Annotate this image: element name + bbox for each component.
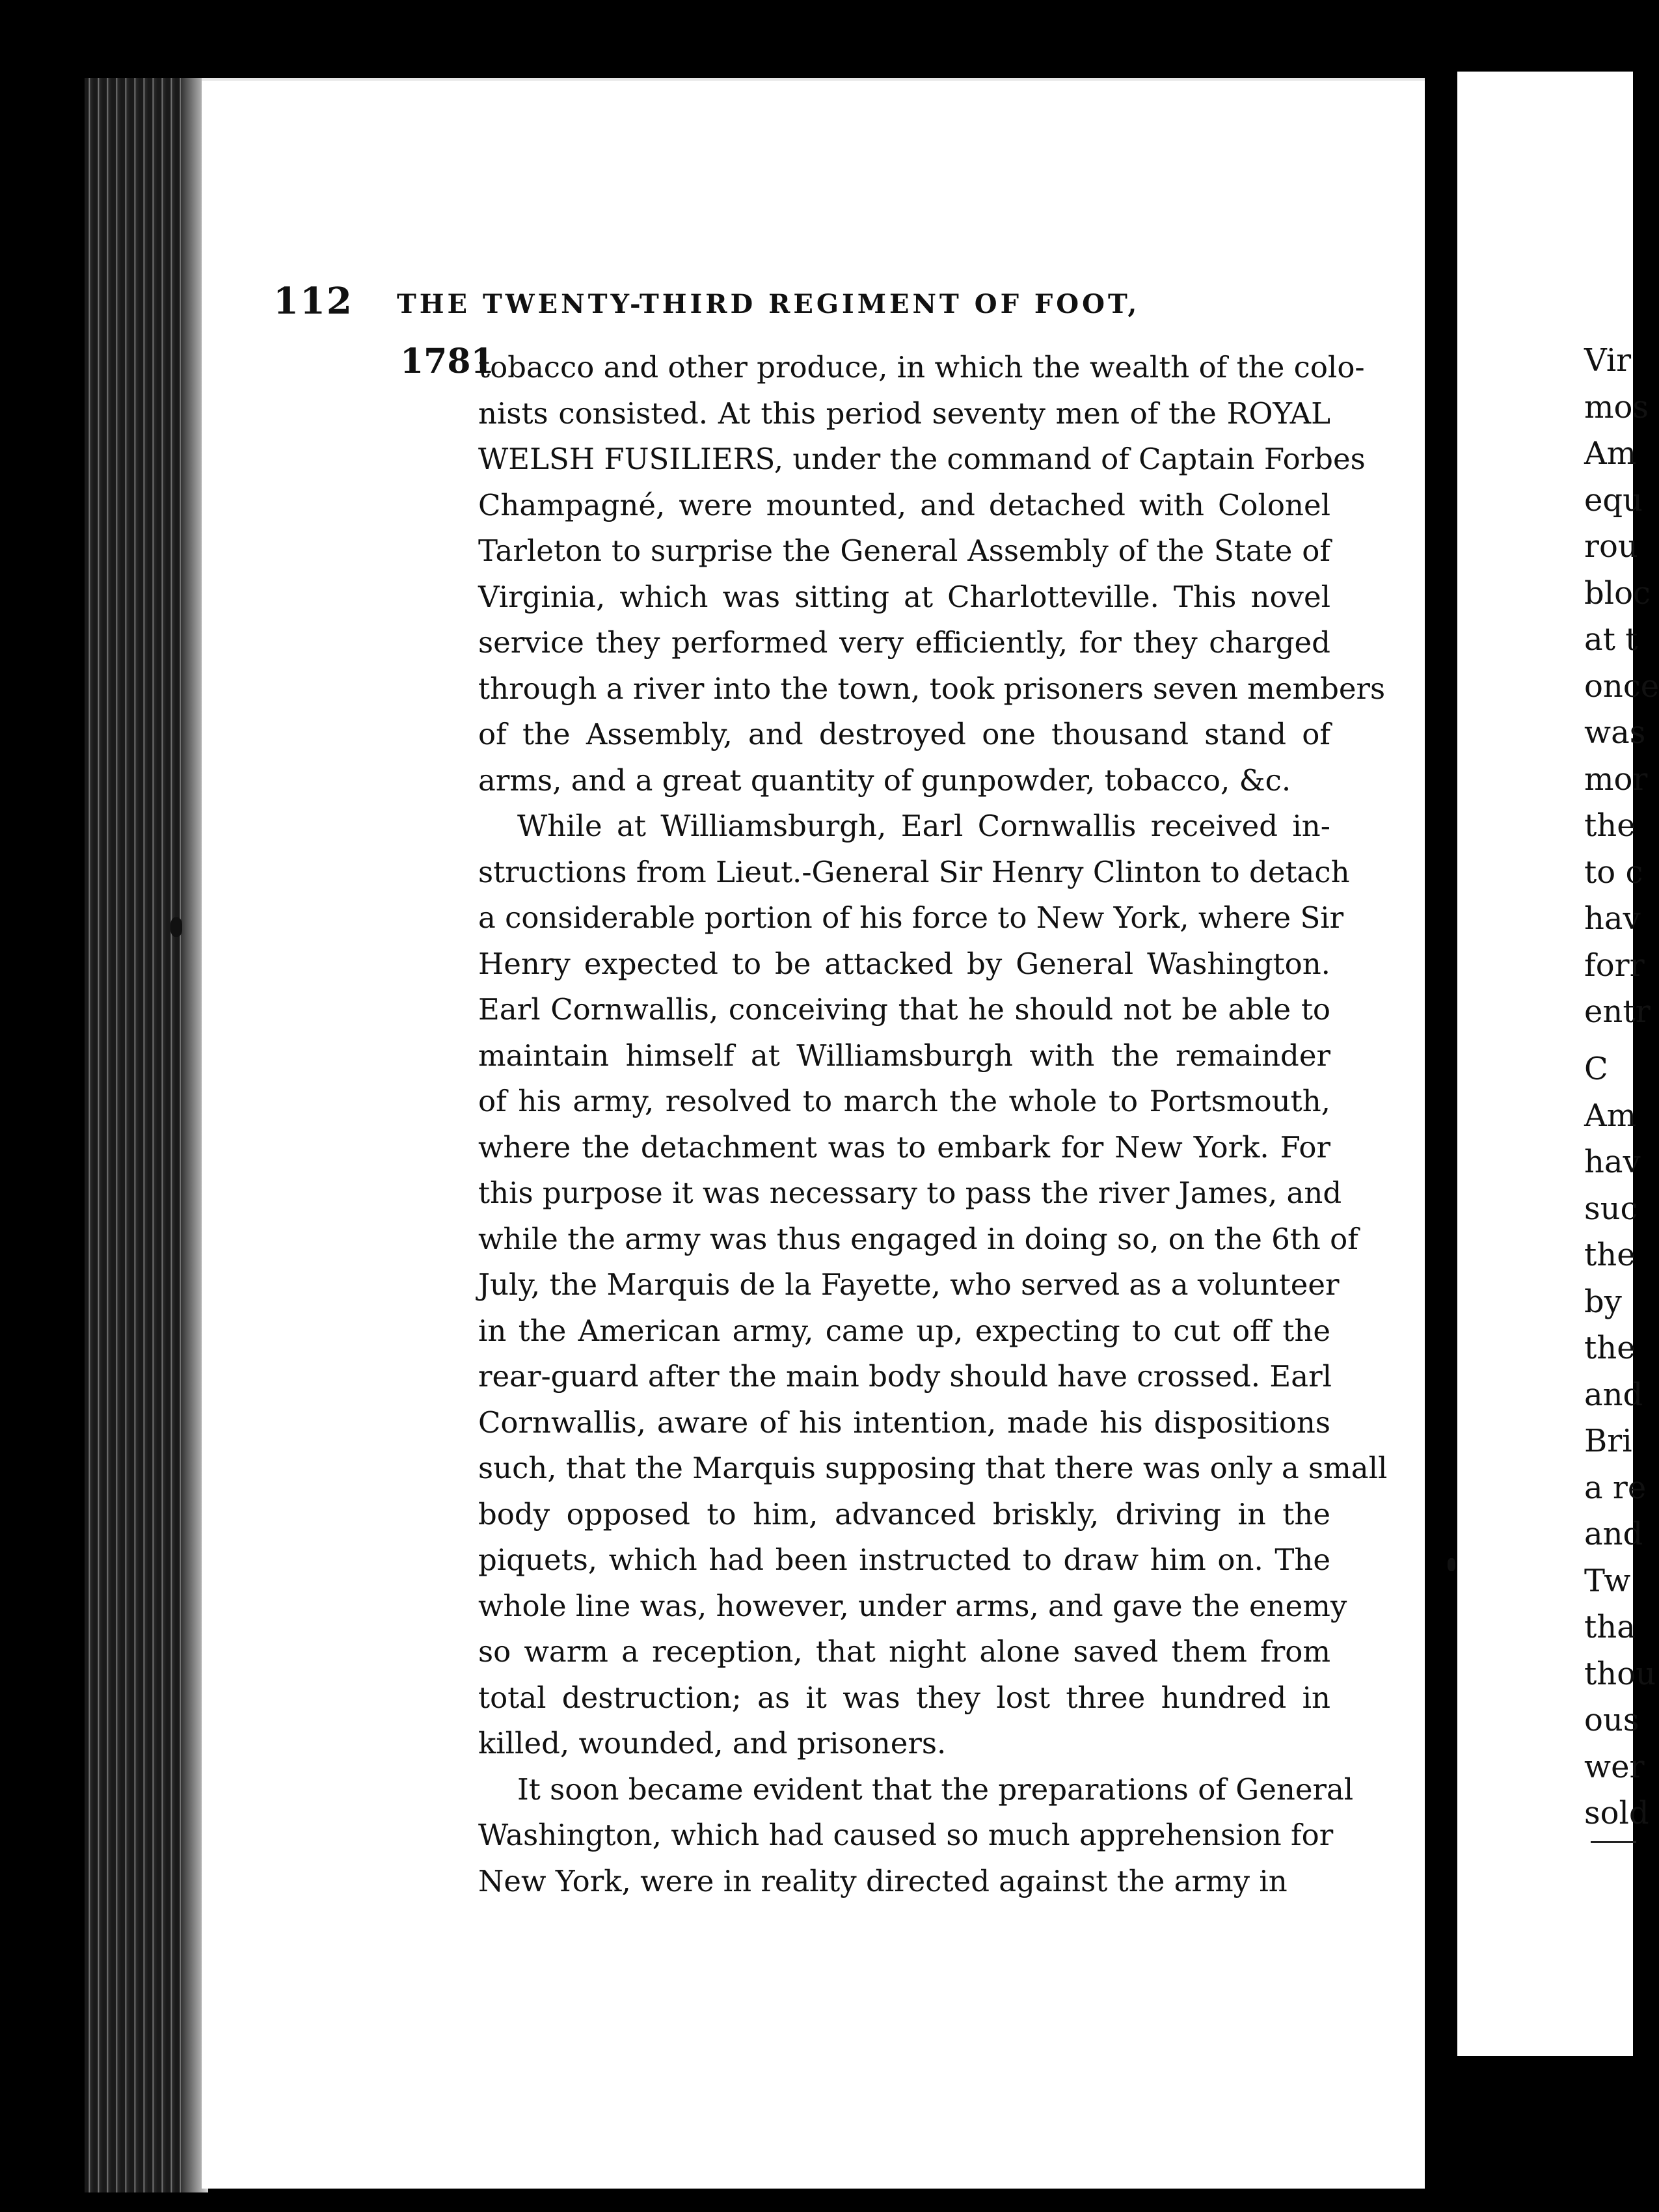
facing-page-fragment: the: [1584, 807, 1636, 844]
facing-page-fragment: entr: [1584, 993, 1651, 1030]
text-line: in the American army, came up, expecting to cut off the: [478, 1313, 1330, 1348]
text-line: WELSH FUSILIERS, under the command of Captain Forbes: [478, 442, 1366, 476]
facing-page-fragment: Vir: [1584, 342, 1632, 379]
facing-page-rule: [1591, 1841, 1636, 1843]
facing-page-fragment: the: [1584, 1237, 1636, 1273]
text-line: Earl Cornwallis, conceiving that he should not be able to: [478, 992, 1330, 1027]
facing-page-fragment: hav: [1584, 1144, 1641, 1180]
facing-page-fragment: a re: [1584, 1469, 1647, 1506]
facing-page: [1457, 72, 1659, 2056]
text-line: New York, were in reality directed against the army in: [478, 1863, 1288, 1898]
text-line: While at Williamsburgh, Earl Cornwallis received in-: [517, 809, 1330, 843]
text-line: body opposed to him, advanced briskly, driving in the: [478, 1496, 1330, 1531]
facing-page-fragment: Am: [1584, 435, 1637, 472]
text-line: Cornwallis, aware of his intention, made his dispositions: [478, 1405, 1330, 1440]
margin-year: 1781: [400, 342, 494, 381]
facing-page-fragment: Tw: [1584, 1562, 1631, 1599]
facing-page-fragment: mor: [1584, 761, 1648, 798]
text-line: where the detachment was to embark for New York. For: [478, 1129, 1330, 1165]
facing-page-fragment: Bri: [1584, 1423, 1632, 1459]
facing-page-fragment: bloc: [1584, 574, 1651, 612]
text-line: this purpose it was necessary to pass the river James, and: [478, 1176, 1342, 1210]
text-line: nists consisted. At this period seventy men of the ROYAL: [478, 396, 1330, 431]
text-line: tobacco and other produce, in which the wealth of the colo-: [478, 350, 1365, 384]
text-line: arms, and a great quantity of gunpowder, tobacco, &c.: [478, 762, 1291, 798]
scan-speck: [170, 917, 182, 937]
facing-page-fragment: Am: [1584, 1097, 1637, 1134]
scan-speck: [1448, 1558, 1455, 1571]
facing-page-fragment: hav: [1584, 900, 1641, 937]
facing-page-fragment: ous: [1584, 1702, 1639, 1738]
page-header: [273, 280, 1314, 325]
text-line: such, that the Marquis supposing that there was only a small: [478, 1451, 1388, 1485]
facing-page-fragment: mos: [1584, 388, 1649, 425]
text-line: piquets, which had been instructed to draw him on. The: [478, 1543, 1330, 1577]
text-line: It soon became evident that the preparations of General: [517, 1772, 1354, 1807]
facing-page-fragment: suc: [1584, 1190, 1638, 1227]
text-line: Tarleton to surprise the General Assembly of the State of: [478, 533, 1330, 568]
facing-page-fragment: sold: [1584, 1795, 1649, 1831]
text-line: service they performed very efficiently, for they charged: [478, 625, 1330, 660]
text-line: while the army was thus engaged in doing so, on the 6th of: [478, 1221, 1358, 1256]
text-line: Virginia, which was sitting at Charlotteville. This novel: [478, 579, 1330, 614]
text-line: of his army, resolved to march the whole to Portsmouth,: [478, 1084, 1330, 1118]
facing-page-fragment: at t: [1584, 621, 1638, 658]
text-line: whole line was, however, under arms, and gave the enemy: [478, 1588, 1347, 1623]
facing-page-fragment: the: [1584, 1330, 1636, 1366]
facing-page-fragment: to c: [1584, 854, 1643, 891]
facing-page-fragment: equ: [1584, 481, 1643, 519]
facing-page-fragment: was: [1584, 714, 1646, 751]
body-text: [478, 345, 1388, 1904]
page-number: 112: [273, 280, 353, 323]
facing-page-fragment: once: [1584, 668, 1659, 705]
text-line: so warm a reception, that night alone saved them from: [478, 1634, 1330, 1669]
facing-page-fragment: and: [1584, 1376, 1643, 1413]
running-head: THE TWENTY-THIRD REGIMENT OF FOOT,: [397, 289, 1140, 319]
facing-page-fragment: rou: [1584, 528, 1638, 565]
facing-page-fragment: forr: [1584, 947, 1645, 984]
facing-page-fragment: by: [1584, 1283, 1622, 1320]
text-line: a considerable portion of his force to New York, where Sir: [478, 900, 1344, 935]
text-line: of the Assembly, and destroyed one thousand stand of: [478, 717, 1330, 751]
text-line: Champagné, were mounted, and detached with Colonel: [478, 487, 1330, 522]
text-line: killed, wounded, and prisoners.: [478, 1726, 947, 1760]
facing-page-fragment: thou: [1584, 1655, 1656, 1692]
text-line: Henry expected to be attacked by General Washington.: [478, 946, 1330, 981]
text-line: rear-guard after the main body should have crossed. Earl: [478, 1359, 1332, 1394]
text-line: July, the Marquis de la Fayette, who served as a volunteer: [478, 1267, 1340, 1302]
facing-page-fragment: C: [1584, 1051, 1608, 1087]
facing-page-fragment: tha: [1584, 1609, 1636, 1645]
book-gutter: [1425, 65, 1457, 2212]
text-line: structions from Lieut.-General Sir Henry Clinton to detach: [478, 854, 1350, 889]
text-line: maintain himself at Williamsburgh with the remainder: [478, 1038, 1330, 1073]
text-line: Washington, which had caused so much apprehension for: [478, 1818, 1334, 1852]
book-page-edges: [85, 78, 208, 2192]
text-line: total destruction; as it was they lost three hundred in: [478, 1680, 1330, 1715]
facing-page-fragment: and: [1584, 1516, 1643, 1552]
text-line: through a river into the town, took prisoners seven members: [478, 671, 1386, 706]
facing-page-fragment: wer: [1584, 1748, 1645, 1785]
